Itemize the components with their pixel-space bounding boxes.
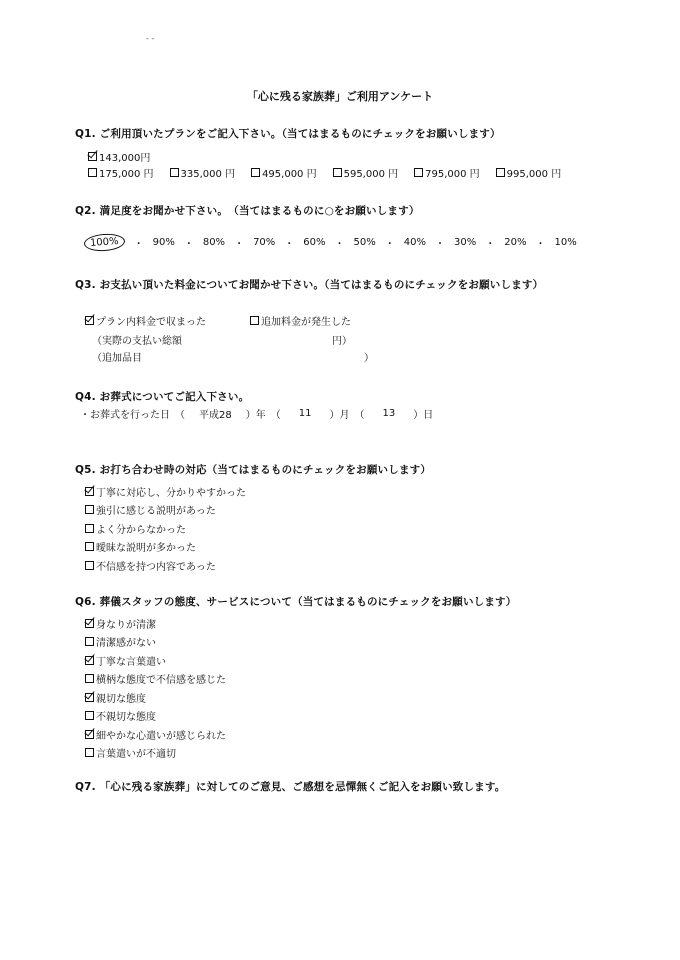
q2-question: Q2. 満足度をお聞かせ下さい。 （当てはまるものに○をお願いします） xyxy=(75,205,420,217)
q5-option[interactable] xyxy=(85,482,246,501)
q2-scale-option[interactable]: 80% xyxy=(202,237,226,248)
q6-option[interactable] xyxy=(85,744,226,763)
scan-mark: - - xyxy=(146,34,155,43)
q5-option-label: 曖昧な説明が多かった xyxy=(96,543,196,555)
q2-scale-option[interactable]: 20% xyxy=(504,237,527,248)
q3-option-within-plan[interactable] xyxy=(85,313,206,328)
q1-checkbox-995000[interactable] xyxy=(496,168,505,177)
q4-month-value[interactable]: 11 xyxy=(298,408,312,419)
q6-option-label: 不親切な態度 xyxy=(96,712,156,724)
q2-separator: ・ xyxy=(133,239,144,250)
q5-option[interactable] xyxy=(85,556,246,575)
q5-option[interactable] xyxy=(85,538,246,557)
q3-total-label: （実際の支払い総額 xyxy=(92,336,182,347)
q5-option[interactable] xyxy=(85,519,246,538)
q1-question: Q1. ご利用頂いたプランをご記入下さい。（当てはまるものにチェックをお願いします） xyxy=(75,128,501,140)
q2-scale-option[interactable]: 40% xyxy=(403,237,426,248)
q5-option-label: よく分からなかった xyxy=(96,524,186,536)
q1-option-label: 495,000 円 xyxy=(262,169,317,180)
q4-month-close: ）月 （ xyxy=(329,410,365,421)
q3-checkbox-extra-fee[interactable] xyxy=(250,316,259,325)
q5-options-list xyxy=(85,482,246,575)
q4-day-close: ）日 xyxy=(413,410,434,421)
q5-option[interactable] xyxy=(85,501,246,520)
q6-option-label: 言葉遣いが不適切 xyxy=(96,749,176,761)
q1-checkbox-335000[interactable] xyxy=(170,168,179,177)
q1-option-label: 995,000 円 xyxy=(506,169,562,180)
q6-checkbox[interactable] xyxy=(85,656,94,665)
q6-options-list xyxy=(85,614,226,762)
q5-checkbox[interactable] xyxy=(85,542,94,551)
q6-option[interactable] xyxy=(85,651,226,670)
q3-items-label: （追加品目 xyxy=(92,353,142,364)
q1-option-label: 143,000円 xyxy=(99,153,151,164)
q6-checkbox[interactable] xyxy=(85,693,94,702)
q6-option-label: 横柄な態度で不信感を感じた xyxy=(96,675,226,687)
q5-option-label: 丁寧に対応し、分かりやすかった xyxy=(96,487,246,499)
q3-option-extra-fee[interactable] xyxy=(250,313,351,328)
q6-option-label: 丁寧な言葉遣い xyxy=(96,656,166,668)
q6-option[interactable] xyxy=(85,633,226,652)
q1-checkbox-595000[interactable] xyxy=(333,168,342,177)
q5-checkbox[interactable] xyxy=(85,561,94,570)
q6-option-label: 身なりが清潔 xyxy=(96,619,156,631)
q3-option-extra-label: 追加料金が発生した xyxy=(261,317,351,328)
q2-scale-option[interactable]: 50% xyxy=(353,237,376,248)
q5-checkbox[interactable] xyxy=(85,524,94,533)
q4-date-label: ・お葬式を行った日 （ xyxy=(80,410,185,421)
q5-question: Q5. お打ち合わせ時の対応（当てはまるものにチェックをお願いします） xyxy=(75,464,432,476)
q1-checkbox-795000[interactable] xyxy=(414,168,423,177)
q1-option-175000[interactable] xyxy=(88,165,154,180)
q1-option-995000[interactable] xyxy=(496,165,562,180)
page-title: 「心に残る家族葬」ご利用アンケート xyxy=(246,90,434,103)
q6-option[interactable] xyxy=(85,670,226,689)
q6-question: Q6. 葬儀スタッフの態度、サービスについて（当てはまるものにチェックをお願いします） xyxy=(75,596,517,608)
q3-total-unit: 円） xyxy=(332,336,352,347)
q2-separator: ・ xyxy=(284,239,295,250)
q6-checkbox[interactable] xyxy=(85,637,94,646)
q2-scale-option[interactable]: 90% xyxy=(152,237,175,248)
q2-separator: ・ xyxy=(183,239,194,250)
q3-items-close: ） xyxy=(364,353,374,364)
q6-option[interactable] xyxy=(85,614,226,633)
q1-option-label: 175,000 円 xyxy=(99,169,154,180)
q4-year-close: ）年 （ xyxy=(245,410,281,421)
q3-question: Q3. お支払い頂いた料金についてお聞かせ下さい。（当てはまるものにチェックをお願いします） xyxy=(75,279,544,291)
q7-question: Q7. 「心に残る家族葬」に対してのご意見、ご感想を忌憚無くご記入をお願い致します。 xyxy=(75,781,506,793)
q1-option-label: 795,000 円 xyxy=(425,169,480,180)
q2-separator: ・ xyxy=(234,239,245,250)
q2-scale-option[interactable]: 10% xyxy=(554,237,577,248)
q1-option-label: 595,000 円 xyxy=(343,169,399,180)
q6-option-label: 清潔感がない xyxy=(96,638,156,650)
q6-option[interactable] xyxy=(85,707,226,726)
q1-option-335000[interactable] xyxy=(170,165,236,180)
q6-checkbox[interactable] xyxy=(85,619,94,628)
q3-checkbox-within-plan[interactable] xyxy=(85,316,94,325)
q1-option-label: 335,000 円 xyxy=(180,169,236,180)
q6-checkbox[interactable] xyxy=(85,674,94,683)
q1-checkbox-175000[interactable] xyxy=(88,168,97,177)
q5-option-label: 不信感を持つ内容であった xyxy=(96,561,216,573)
q2-scale-option[interactable]: 70% xyxy=(253,237,276,248)
q1-checkbox-143000[interactable] xyxy=(88,152,97,161)
q6-option[interactable] xyxy=(85,688,226,707)
q4-date-row xyxy=(80,406,433,421)
q5-checkbox[interactable] xyxy=(85,505,94,514)
q3-option-within-label: プラン内料金で収まった xyxy=(96,317,206,328)
q2-scale-option[interactable]: 100% xyxy=(83,233,125,253)
q5-option-label: 強引に感じる説明があった xyxy=(96,506,216,518)
q6-checkbox[interactable] xyxy=(85,730,94,739)
q1-checkbox-495000[interactable] xyxy=(251,168,260,177)
q2-separator: ・ xyxy=(485,239,496,250)
q6-checkbox[interactable] xyxy=(85,748,94,757)
q1-options-row xyxy=(88,165,561,180)
q1-option-495000[interactable] xyxy=(251,165,317,180)
q2-separator: ・ xyxy=(435,239,445,250)
q4-era-year-value[interactable]: 平成28 xyxy=(199,410,232,421)
q1-option-795000[interactable] xyxy=(414,165,480,180)
q1-option-595000[interactable] xyxy=(333,165,399,180)
q5-checkbox[interactable] xyxy=(85,487,94,496)
q2-scale-option[interactable]: 30% xyxy=(454,237,477,248)
q2-separator: ・ xyxy=(334,239,345,250)
q2-separator: ・ xyxy=(384,239,395,250)
q4-day-value[interactable]: 13 xyxy=(382,408,396,419)
q6-checkbox[interactable] xyxy=(85,711,94,720)
q2-separator: ・ xyxy=(535,239,546,250)
q2-scale-option[interactable]: 60% xyxy=(303,237,326,248)
q2-satisfaction-scale xyxy=(78,234,583,251)
q4-question: Q4. お葬式についてご記入下さい。 xyxy=(75,391,250,403)
q6-option[interactable] xyxy=(85,725,226,744)
q6-option-label: 細やかな心遣いが感じられた xyxy=(96,730,226,742)
q6-option-label: 親切な態度 xyxy=(96,693,146,705)
q1-option-143000[interactable] xyxy=(88,149,150,164)
